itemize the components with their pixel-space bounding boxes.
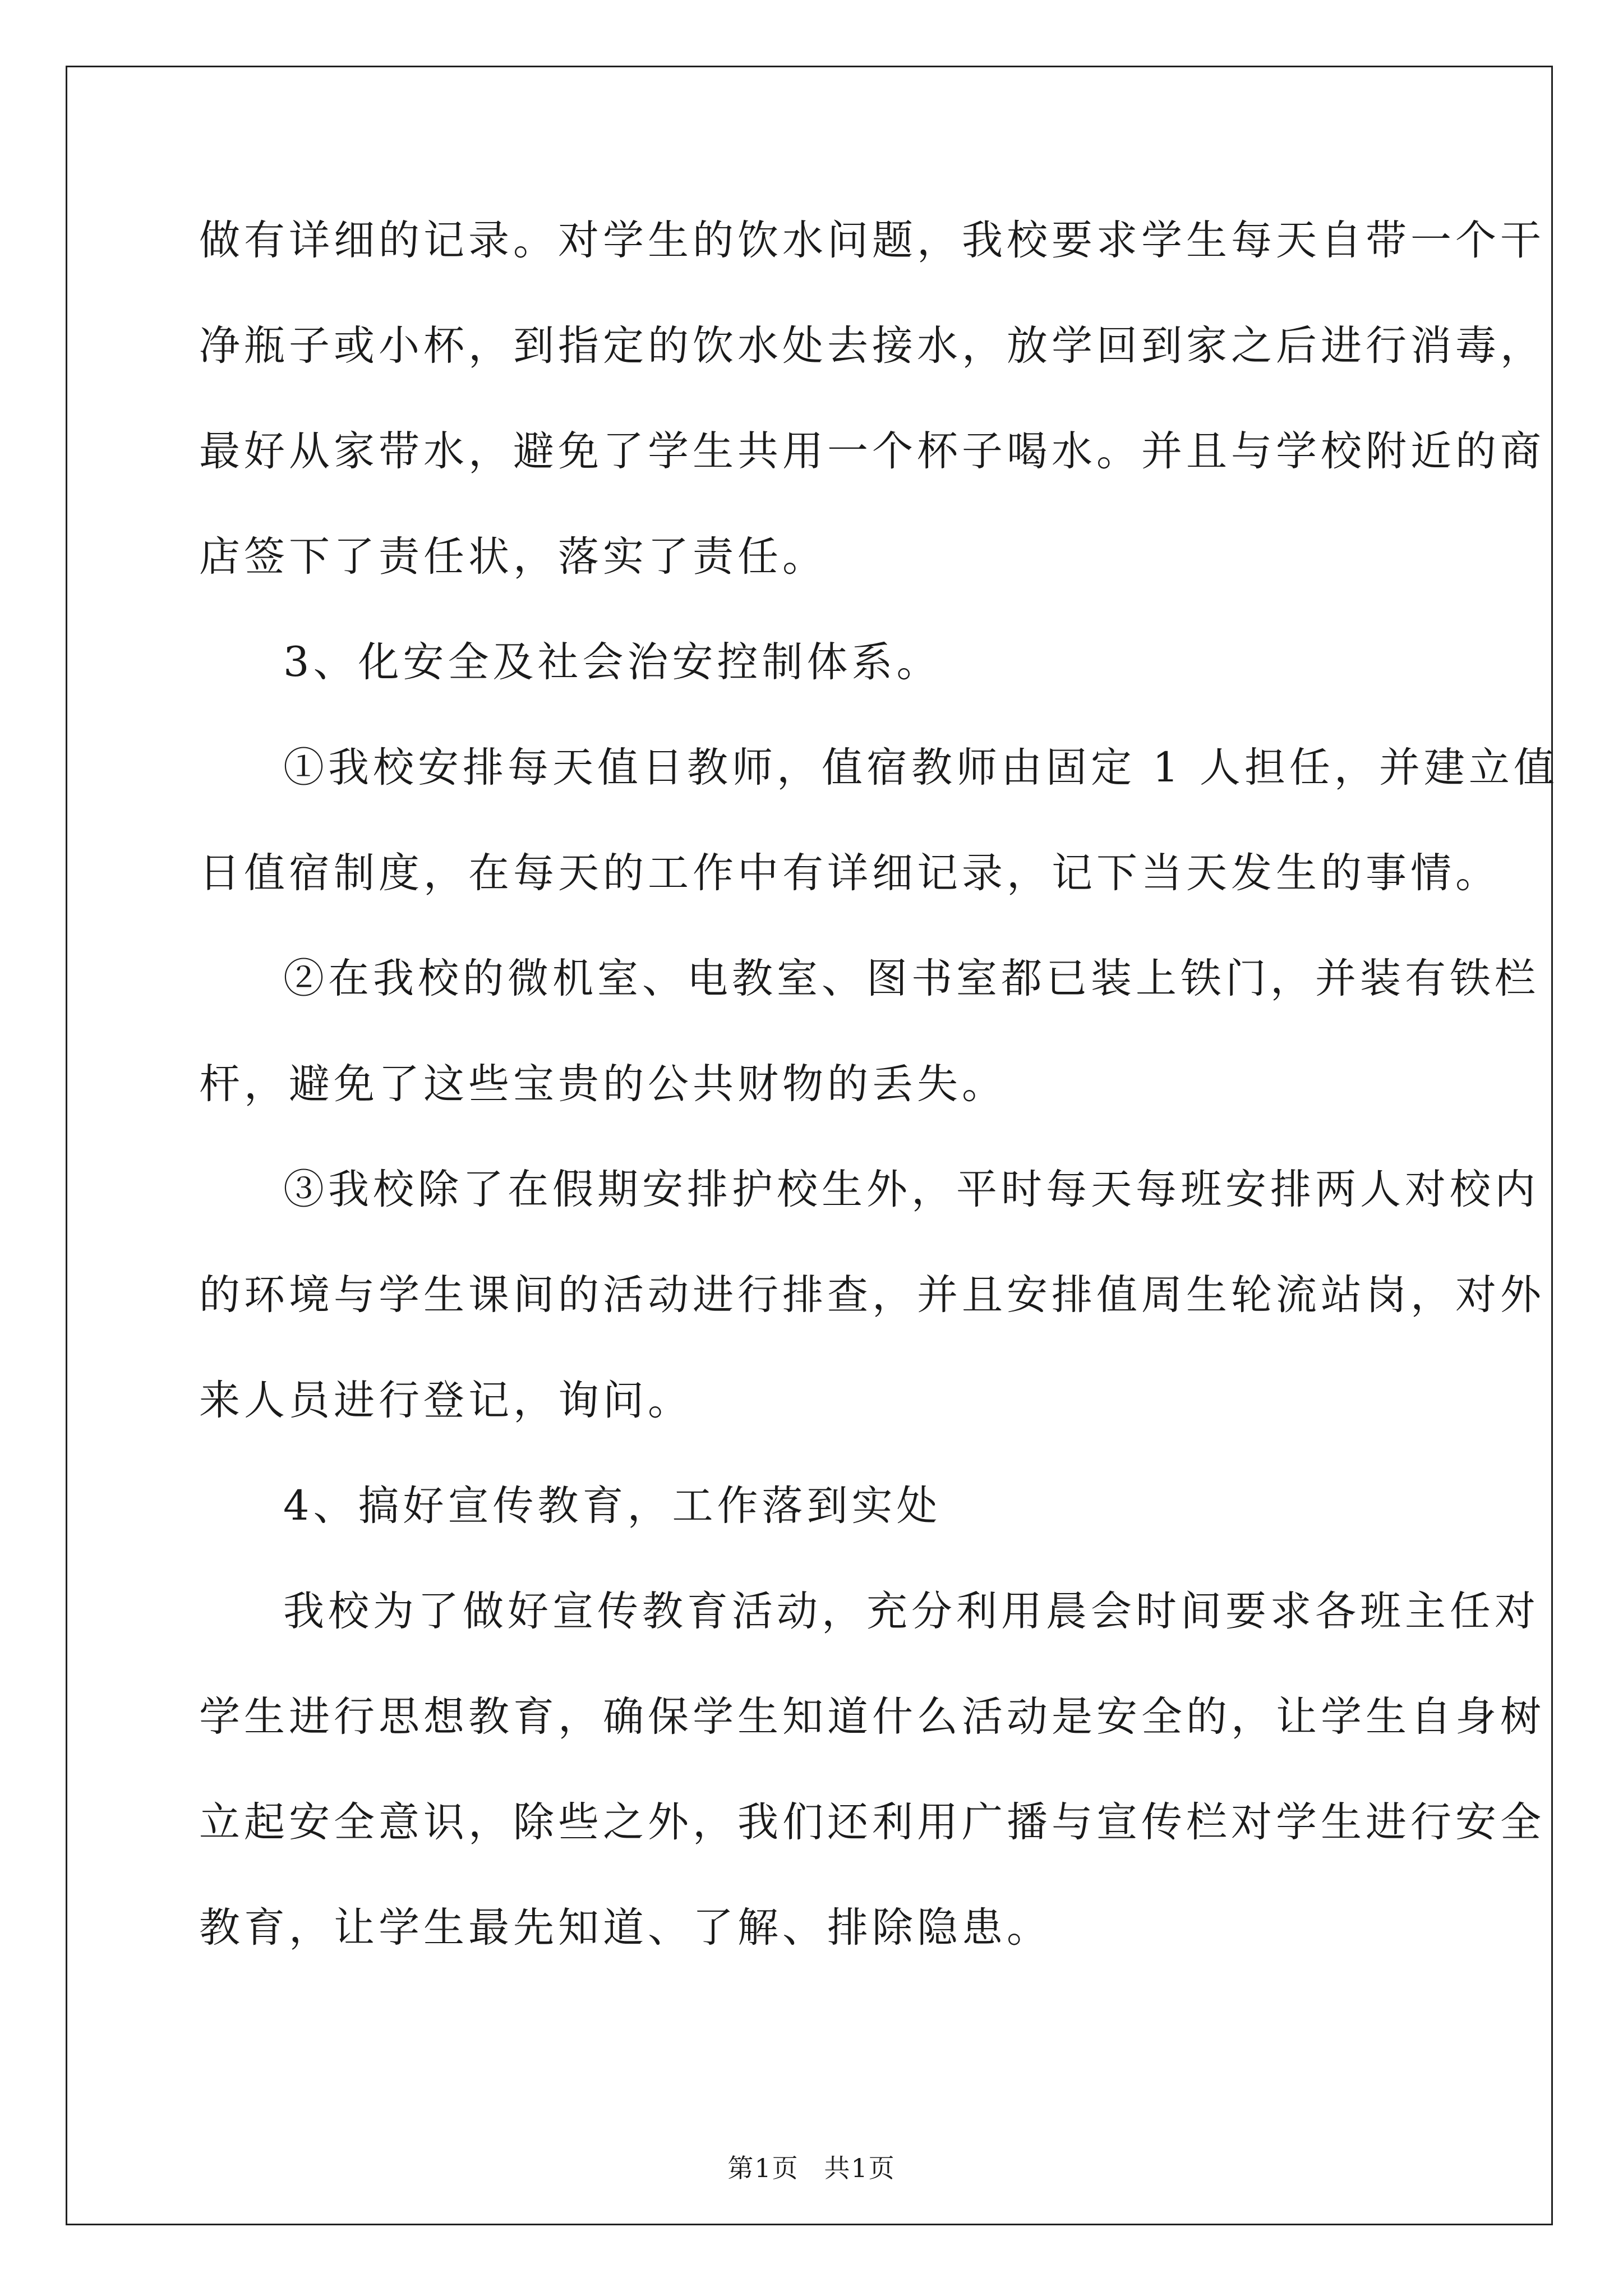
text-line: 最好从家带水，避免了学生共用一个杯子喝水。并且与学校附近的商 xyxy=(199,427,1545,475)
page-count: 共1页 xyxy=(824,2153,896,2183)
section-heading: 4、搞好宣传教育，工作落到实处 xyxy=(283,1482,942,1530)
text-line: 店签下了责任状，落实了责任。 xyxy=(199,533,827,581)
text-line: 我校为了做好宣传教育活动，充分利用晨会时间要求各班主任对 xyxy=(283,1588,1539,1635)
page-number: 第1页 xyxy=(727,2153,799,2183)
page-footer xyxy=(0,2151,1623,2185)
text-line: ③我校除了在假期安排护校生外，平时每天每班安排两人对校内 xyxy=(283,1166,1539,1213)
text-line: 净瓶子或小杯，到指定的饮水处去接水，放学回到家之后进行消毒， xyxy=(199,322,1545,370)
text-line: 教育，让学生最先知道、了解、排除隐患。 xyxy=(199,1904,1052,1952)
text-line: 立起安全意识，除些之外，我们还利用广播与宣传栏对学生进行安全 xyxy=(199,1798,1545,1846)
text-line: 做有详细的记录。对学生的饮水问题，我校要求学生每天自带一个干 xyxy=(199,217,1545,264)
text-line: ①我校安排每天值日教师，值宿教师由固定 1 人担任，并建立值 xyxy=(283,744,1559,792)
text-line: ②在我校的微机室、电教室、图书室都已装上铁门，并装有铁栏 xyxy=(283,955,1539,1002)
document-body xyxy=(199,188,1559,1981)
text-line: 杆，避免了这些宝贵的公共财物的丢失。 xyxy=(199,1060,1007,1108)
text-line: 来人员进行登记，询问。 xyxy=(199,1377,693,1424)
text-line: 日值宿制度，在每天的工作中有详细记录，记下当天发生的事情。 xyxy=(199,849,1500,897)
text-line: 学生进行思想教育，确保学生知道什么活动是安全的，让学生自身树 xyxy=(199,1693,1545,1741)
text-line: 的环境与学生课间的活动进行排查，并且安排值周生轮流站岗，对外 xyxy=(199,1271,1545,1319)
section-heading: 3、化安全及社会治安控制体系。 xyxy=(283,638,942,686)
